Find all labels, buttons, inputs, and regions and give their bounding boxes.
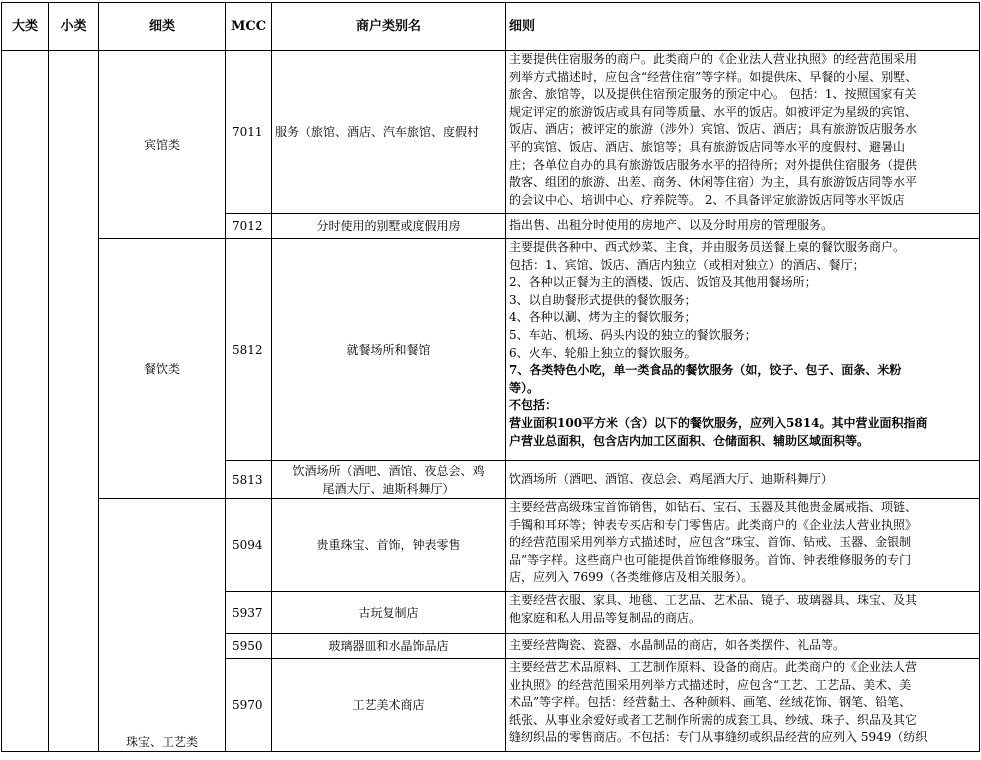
header-merchant-alias: 商户类别名: [272, 3, 506, 51]
rules-line: 6、火车、轮船上独立的餐饮服务。: [509, 345, 697, 360]
header-sub-category: 细类: [99, 3, 226, 51]
sub-category-hotel: 宾馆类: [99, 51, 226, 239]
rules-line-bold: 不包括：: [509, 398, 558, 413]
rules-line: 主要经营高级珠宝首饰销售，如钻石、宝石、玉器及其他贵金属戒指、项链、: [509, 500, 918, 514]
rules-line: 庄；各单位自办的具有旅游饭店服务水平的招待所；对外提供住宿服务（提供: [509, 157, 918, 172]
rules-line: 品”等字样。这些商户也可能提供首饰维修服务。首饰、钟表维修服务的专门: [509, 552, 912, 567]
header-major-category: 大类: [2, 3, 49, 51]
merchant-alias-cell: 玻璃器皿和水晶饰品店: [272, 634, 506, 659]
rules-line: 店，应列入 7699（各类维修店及相关服务）。: [509, 570, 754, 585]
rules-line: 列举方式描述时，应包含“经营住宿”等字样。如提供床、早餐的小屋、别墅、: [509, 69, 918, 84]
rules-line: 术品”等字样。包括：经营黏土、各种颜料、画笔、丝绒花饰、钢笔、铅笔、: [509, 695, 912, 710]
merchant-alias-line: 饮酒场所（酒吧、酒馆、夜总会、鸡: [292, 463, 485, 478]
rules-line: 2、各种以正餐为主的酒楼、饭店、饭馆及其他用餐场所；: [509, 275, 817, 290]
rules-cell: [506, 239, 980, 461]
merchant-alias-cell: 古玩复制店: [272, 592, 506, 634]
rules-line: 主要经营艺术品原料、工艺制作原料、设备的商店。此类商户的《企业法人营: [509, 660, 918, 674]
rules-cell: [506, 592, 980, 634]
rules-line-bold: 7、各类特色小吃，单一类食品的餐饮服务（如，饺子、包子、面条、米粉: [509, 363, 902, 378]
merchant-alias-cell: [272, 461, 506, 499]
mcc-cell: 5813: [226, 461, 272, 499]
sub-category-dining: 餐饮类: [99, 239, 226, 499]
major-category-cell: [2, 51, 49, 752]
rules-line: 规定评定的旅游饭店或具有同等质量、水平的饭店。如被评定为星级的宾馆、: [509, 104, 918, 119]
rules-line: 5、车站、机场、码头内设的独立的餐饮服务；: [509, 327, 757, 342]
mcc-cell: 5094: [226, 499, 272, 592]
header-mcc: MCC: [226, 3, 272, 51]
header-rules: 细则: [506, 3, 980, 51]
rules-cell: [506, 51, 980, 214]
merchant-alias-cell: 工艺美术商店: [272, 659, 506, 752]
rules-line: 纸张、从事业余爱好或者工艺制作所需的成套工具、纱绒、珠子、织品及其它: [509, 712, 918, 727]
rules-line: 的会议中心、培训中心、疗养院等。 2、不具备评定旅游饭店同等水平饭店: [509, 192, 905, 207]
merchant-alias-cell: 贵重珠宝、首饰，钟表零售: [272, 499, 506, 592]
rules-cell: [506, 634, 980, 659]
rules-line-bold: 等）。: [509, 380, 540, 395]
rules-line-bold: 户营业总面积，包含店内加工区面积、仓储面积、辅助区域面积等。: [509, 433, 870, 448]
merchant-alias-cell: 分时使用的别墅或度假用房: [272, 214, 506, 239]
minor-category-cell: [49, 51, 99, 752]
rules-line: 他家庭和私人用品等复制品的商店。: [509, 610, 702, 625]
mcc-cell: 7012: [226, 214, 272, 239]
merchant-category-table: [1, 2, 980, 752]
rules-line: 主要经营衣服、家具、地毯、工艺品、艺术品、镜子、玻璃器具、珠宝、及其: [509, 593, 918, 607]
mcc-cell: 5950: [226, 634, 272, 659]
rules-line: 平的宾馆、饭店、酒店、旅馆等；具有旅游饭店同等水平的度假村、避暑山: [509, 139, 906, 154]
rules-line: 3、以自助餐形式提供的餐饮服务；: [509, 292, 697, 307]
rules-line: 旅舍、旅馆等，以及提供住宿预定服务的预定中心。 包括：1、按照国家有关: [509, 87, 917, 102]
rules-line: 饭店、酒店；被评定的旅游（涉外）宾馆、饭店、酒店；具有旅游饭店服务水: [509, 122, 918, 137]
rules-line: 主要提供住宿服务的商户。此类商户的《企业法人营业执照》的经营范围采用: [509, 52, 918, 66]
merchant-alias-cell: 就餐场所和餐馆: [272, 239, 506, 461]
rules-cell: [506, 214, 980, 239]
header-minor-category: 小类: [49, 3, 99, 51]
mcc-cell: 5812: [226, 239, 272, 461]
rules-cell: [506, 499, 980, 592]
merchant-alias-cell: 服务（旅馆、酒店、汽车旅馆、度假村: [272, 51, 506, 214]
rules-line: 指出售、出租分时使用的房地产、以及分时用房的管理服务。: [509, 218, 834, 233]
rules-line: 饮酒场所（酒吧、酒馆、夜总会、鸡尾酒大厅、迪斯科舞厅）: [509, 471, 834, 486]
rules-line: 手镯和耳环等；钟表专买店和专门零售店。此类商户的《企业法人营业执照》: [509, 517, 918, 532]
mcc-cell: 5970: [226, 659, 272, 752]
rules-line: 主要经营陶瓷、瓷器、水晶制品的商店，如各类摆件、礼品等。: [509, 638, 846, 653]
rules-line: 业执照》的经营范围采用列举方式描述时，应包含“工艺、工艺品、美术、美: [509, 677, 912, 692]
rules-cell: [506, 461, 980, 499]
header-row: [2, 3, 980, 51]
mcc-cell: 5937: [226, 592, 272, 634]
mcc-cell: 7011: [226, 51, 272, 214]
rules-line: 主要提供各种中、西式炒菜、主食，并由服务员送餐上桌的餐饮服务商户。: [509, 240, 906, 254]
rules-line-bold: 营业面积100平方米（含）以下的餐饮服务，应列入5814。其中营业面积指商: [509, 415, 928, 430]
rules-line: 缝纫织品的零售商店。不包括：专门从事缝纫或织品经营的应列入 5949（纺织: [509, 730, 928, 745]
rules-line: 的经营范围采用列举方式描述时，应包含“珠宝、首饰、钻戒、玉器、金银制: [509, 535, 912, 550]
merchant-alias-line: 尾酒大厅、迪斯科舞厅）: [322, 481, 455, 496]
table-row: [2, 499, 980, 592]
rules-line: 散客、组团的旅游、出差、商务、休闲等住宿）为主，具有旅游饭店同等水平: [509, 175, 918, 190]
sub-category-jewelry: 珠宝、工艺类: [99, 499, 226, 752]
rules-line: 包括：1、宾馆、饭店、酒店内独立（或相对独立）的酒店、餐厅；: [509, 257, 865, 272]
rules-cell: [506, 659, 980, 752]
rules-line: 4、各种以涮、烤为主的餐饮服务；: [509, 310, 697, 325]
table-row: [2, 51, 980, 214]
table-row: [2, 239, 980, 461]
